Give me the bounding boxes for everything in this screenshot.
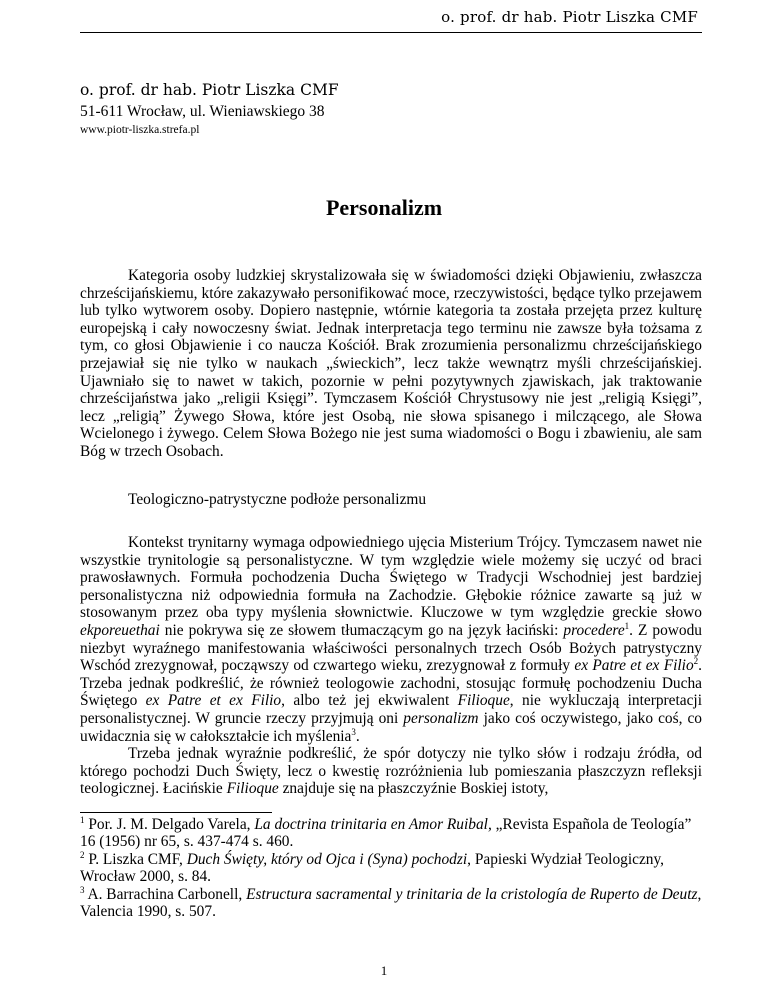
footnote-text: A. Barrachina Carbonell, [84, 885, 247, 903]
footnote-text: P. Liszka CMF, [84, 850, 187, 868]
text-run: Kontekst trynitarny wymaga odpowiedniego ujęcia Misterium Trójcy. Tymczasem nawet nie wszystkie trynitologie są personalistyczne. W tym względzie wiele możemy się uczyć od braci prawosławnych. Formuła pochodzenia Ducha Świętego w Tradycji Wschodniej jest bardziej personalistyczna niż odpowiednia formuła na Zachodzie. Głębokie różnice zawarte są już w stosowanym przez oba typy myślenia słownictwie. Kluczowe w tym względzie greckie słowo [80, 534, 702, 622]
footnote-number: 1 [80, 815, 85, 825]
footnotes [80, 816, 702, 920]
italic-term: ex Patre et ex Filio [574, 657, 694, 675]
footnote-text: „Revista Española de Teología” 16 (1956) nr 65, s. 437-474 s. 460. [80, 816, 692, 851]
text-run: nie pokrywa się ze słowem tłumaczącym go na język łaciński: [159, 621, 564, 639]
footnote-separator [80, 812, 272, 813]
footnote-ref: 3 [351, 726, 356, 737]
italic-term: procedere [563, 621, 625, 639]
text-run: . [355, 727, 360, 745]
document-title: Personalizm [325, 195, 443, 220]
running-header: o. prof. dr hab. Piotr Liszka CMF [441, 8, 698, 26]
footnote-text: , Valencia 1990, s. 507. [80, 885, 702, 921]
text-run: znajduje się na płaszczyźnie Boskiej istoty, [278, 780, 549, 798]
author-website: www.piotr-liszka.strefa.pl [80, 124, 200, 136]
footnote-title: La doctrina trinitaria en Amor Ruibal, [254, 816, 492, 833]
section-body [80, 534, 702, 798]
footnote [80, 886, 702, 921]
italic-term: ekporeuethai [80, 621, 160, 639]
italic-term: ex Patre et ex Filio [145, 692, 282, 710]
footnote-title: Estructura sacramental y trinitaria de la cristología de Ruperto de Deutz [246, 885, 698, 903]
footnote-text: , Papieski Wydział Teologiczny, Wrocław 2000, s. 84. [80, 850, 665, 886]
author-block [80, 80, 339, 137]
author-name: o. prof. dr hab. Piotr Liszka CMF [80, 81, 339, 99]
text-run: . Z powodu niezbyt wyraźnego manifestowania właściwości personalnych trzech Osób Bożych patrystyczny Wschód zrezygnował, począwszy od czwartego wieku, zrezygnował z formuły [80, 621, 702, 675]
footnote-ref: 2 [693, 656, 699, 667]
header-rule [80, 32, 702, 33]
text-run: , albo też jej ekwiwalent [281, 692, 458, 710]
footnote-number: 2 [80, 849, 85, 860]
page-number: 1 [380, 963, 388, 978]
text-run: . Trzeba jednak podkreślić, że również teologowie zachodni, stosując formułę pochodzeniu Ducha Świętego [80, 657, 702, 710]
text-run: Trzeba jednak wyraźnie podkreślić, że spór dotyczy nie tylko słów i rodzaju źródła, od którego pochodzi Duch Święty, lecz o kwestię rozróżnienia lub pomieszania płaszczyzn refleksji teologicznej. Łacińskie [80, 745, 702, 798]
section-paragraph-2 [80, 745, 702, 798]
italic-term: personalizm [403, 709, 479, 727]
footnote [80, 816, 702, 851]
footnote-title: Duch Święty, który od Ojca i (Syna) pochodzi [186, 850, 468, 868]
section-paragraph-1 [80, 534, 702, 745]
text-run: , nie wykluczają interpretacji personalistycznej. W gruncie rzeczy przyjmują oni [80, 692, 702, 727]
footnote-number: 3 [80, 884, 85, 895]
section-heading: Teologiczno-patrystyczne podłoże personalizmu [128, 491, 427, 508]
footnote [80, 851, 702, 886]
footnote-ref: 1 [624, 620, 630, 631]
intro-paragraph: Kategoria osoby ludzkiej skrystalizowała się w świadomości dzięki Objawieniu, zwłaszcza chrześcijańskiemu, które zakazywało personifikować moce, rzeczywistości, będące tylko przejawem lub tylko wytworem osoby. Dopiero następnie, wtórnie kategoria ta została przejęta przez kulturę europejską i cały nowoczesny świat. Jednak interpretacja tego terminu nie zawsze była tożsama z tym, co głosi Objawienie i co naucza Kościół. Brak zrozumienia personalizmu chrześcijańskiego przejawiał się nie tylko w naukach „świeckich”, lecz także wewnątrz myśli chrześcijańskiej. Ujawniało się to nawet w takich, pozornie w pełni pozytywnych zjawiskach, jak traktowanie chrześcijaństwa jako „religii Księgi”. Tymczasem Kościół Chrystusowy nie jest „religią Księgi”, lecz „religią” Żywego Słowa, które jest Osobą, nie słowa spisanego i milczącego, ale Słowa Wcielonego i żywego. Celem Słowa Bożego nie jest suma wiadomości o Bogu i zbawieniu, ale sam Bóg w trzech Osobach. [80, 267, 702, 460]
author-address: 51-611 Wrocław, ul. Wieniawskiego 38 [80, 103, 325, 120]
italic-term: Filioque [226, 780, 279, 798]
intro-paragraph-block [80, 267, 702, 461]
text-run: jako coś oczywistego, jako coś, co uwidacznia się w całokształcie ich myślenia [80, 709, 702, 745]
footnote-text: Por. J. M. Delgado Varela, [84, 816, 255, 833]
italic-term: Filioque [457, 692, 510, 710]
